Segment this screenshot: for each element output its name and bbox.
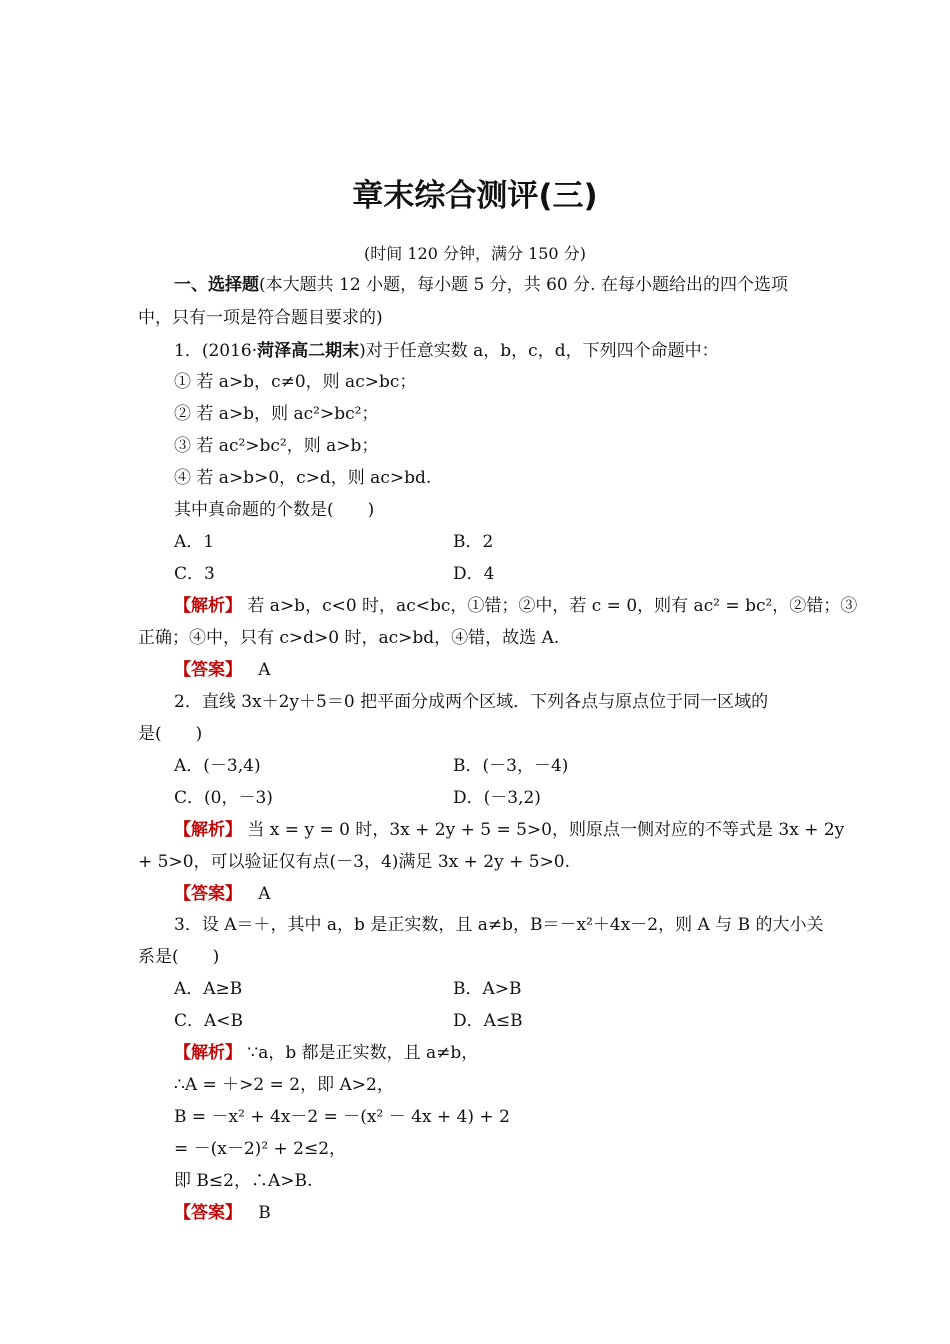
question-3-analysis-line-3: B = －x² + 4x－2 = －(x² － 4x + 4) + 2 — [174, 1107, 510, 1127]
question-2-analysis: 【解析】 当 x = y = 0 时，3x + 2y + 5 = 5>0，则原点一侧对应的不等式是 3x + 2y — [174, 820, 845, 840]
analysis-tag: 【解析】 — [174, 596, 242, 616]
question-1-option-d: D．4 — [453, 564, 495, 584]
question-2-option-c: C．(0，－3) — [174, 788, 273, 808]
question-1-source: 菏泽高二期末 — [257, 341, 360, 361]
answer-tag: 【答案】 — [174, 1203, 242, 1223]
question-3-option-a: A．A≥B — [174, 979, 243, 999]
question-3-analysis-line-2: ∴A = ＋>2 = 2，即 A>2， — [174, 1075, 394, 1095]
answer-tag: 【答案】 — [174, 884, 242, 904]
analysis-tag: 【解析】 — [174, 820, 242, 840]
question-2-option-b: B．(－3，－4) — [453, 756, 569, 776]
question-1-statement-4: ④ 若 a>b>0，c>d，则 ac>bd. — [174, 468, 432, 488]
question-3-option-b: B．A>B — [453, 979, 522, 999]
question-3-option-d: D．A≤B — [453, 1011, 523, 1031]
question-1-answer: 【答案】 A — [174, 660, 271, 680]
question-2-answer: 【答案】 A — [174, 884, 271, 904]
time-score-note: (时间 120 分钟，满分 150 分) — [364, 244, 586, 263]
question-2-stem-cont: 是( ) — [138, 724, 203, 744]
question-2-stem: 2．直线 3x＋2y＋5＝0 把平面分成两个区域．下列各点与原点位于同一区域的 — [174, 692, 769, 712]
question-3-option-c: C．A<B — [174, 1011, 244, 1031]
section-1-intro: 一、选择题(本大题共 12 小题，每小题 5 分，共 60 分. 在每小题给出的四个选项 — [174, 275, 788, 295]
section-1-intro-cont: 中，只有一项是符合题目要求的) — [138, 308, 383, 328]
question-3-analysis: 【解析】 ∵a，b 都是正实数，且 a≠b， — [174, 1043, 479, 1063]
section-1-heading: 一、选择题 — [174, 275, 259, 295]
question-1-option-b: B．2 — [453, 532, 494, 552]
question-1-analysis: 【解析】 若 a>b，c<0 时，ac<bc，①错；②中，若 c = 0，则有 ac² = bc²，②错；③ — [174, 596, 858, 616]
answer-tag: 【答案】 — [174, 660, 242, 680]
analysis-tag: 【解析】 — [174, 1043, 242, 1063]
question-1-stem: 1．(2016·菏泽高二期末)对于任意实数 a，b，c，d，下列四个命题中： — [174, 341, 719, 361]
question-1-ask: 其中真命题的个数是( ) — [174, 500, 375, 520]
question-3-stem: 3．设 A＝＋，其中 a，b 是正实数，且 a≠b，B＝－x²＋4x－2，则 A 与 B 的大小关 — [174, 915, 824, 935]
question-1-statement-3: ③ 若 ac²>bc²，则 a>b； — [174, 436, 379, 456]
question-2-option-a: A．(－3,4) — [174, 756, 261, 776]
page-title: 章末综合测评(三) — [352, 178, 598, 214]
question-2-analysis-cont: + 5>0，可以验证仅有点(－3，4)满足 3x + 2y + 5>0. — [138, 852, 571, 872]
question-1-statement-2: ② 若 a>b，则 ac²>bc²； — [174, 404, 379, 424]
question-3-stem-cont: 系是( ) — [138, 947, 220, 967]
question-3-analysis-line-5: 即 B≤2，∴A>B. — [174, 1171, 313, 1191]
question-2-option-d: D．(－3,2) — [453, 788, 541, 808]
question-1-option-a: A．1 — [174, 532, 215, 552]
question-3-answer: 【答案】 B — [174, 1203, 271, 1223]
question-1-analysis-cont: 正确；④中，只有 c>d>0 时，ac>bd，④错，故选 A. — [138, 628, 560, 648]
question-1-statement-1: ① 若 a>b，c≠0，则 ac>bc； — [174, 372, 417, 392]
question-1-option-c: C．3 — [174, 564, 215, 584]
question-3-analysis-line-4: = －(x－2)² + 2≤2， — [174, 1139, 347, 1159]
